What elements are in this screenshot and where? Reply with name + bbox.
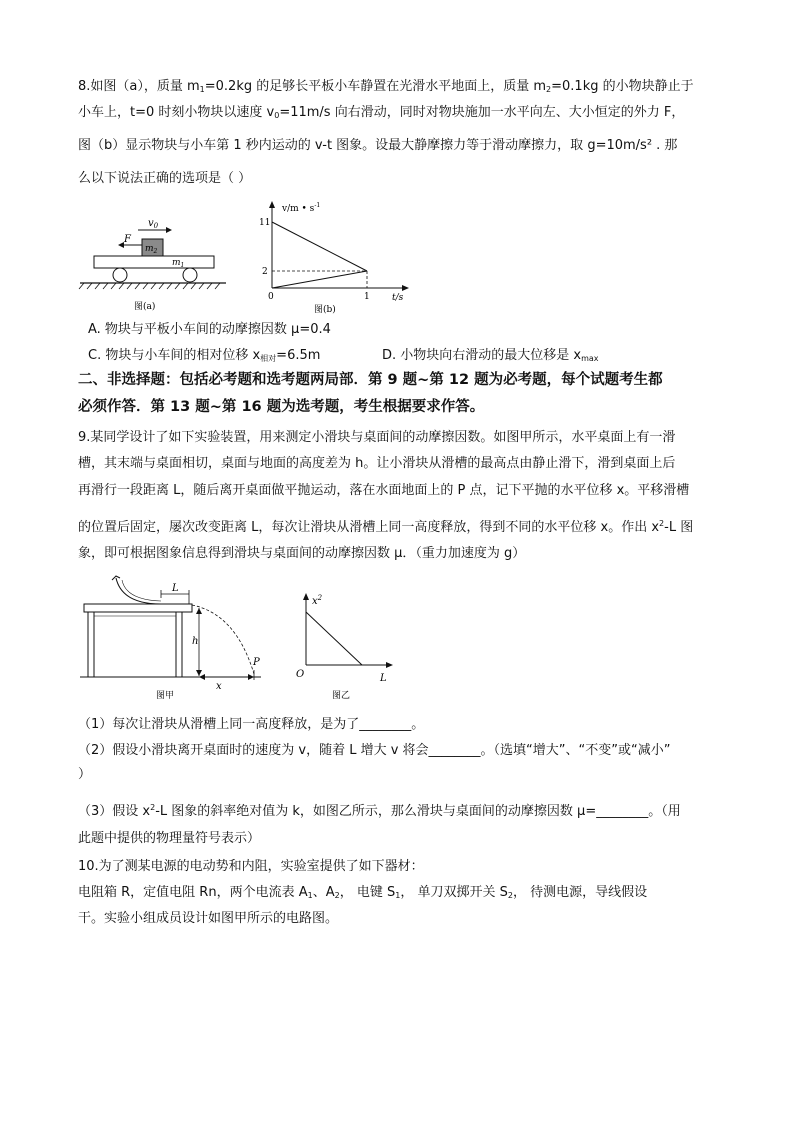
cart-velocity-line bbox=[272, 271, 367, 288]
figure-jia-caption: 图甲 bbox=[156, 691, 175, 701]
block-velocity-line bbox=[272, 222, 367, 271]
q8-line-1: 8.如图（a），质量 $m_1=0.2kg$ 的足够长平板小车静置在光滑水平地面上，质量 $m_2=0.1kg$ 的小物块静止于 bbox=[78, 79, 694, 94]
m2-label: $m_2$ bbox=[145, 244, 158, 255]
q9-sub-3: （3）假设 $x^2-L$ 图象的斜率绝对值为 k，如图乙所示，那么滑块与桌面间的动摩擦因数 μ=________。（用 bbox=[78, 803, 681, 819]
q9-line-1: 9.某同学设计了如下实验装置，用来测定小滑块与桌面间的动摩擦因数。如图甲所示，水平桌面上有一滑 bbox=[78, 430, 676, 445]
m1-label: $m_1$ bbox=[172, 258, 185, 269]
section-2-heading-line-1: 二、非选择题：包括必考题和选考题两局部．第 9 题~第 12 题为必考题，每个试题考生都 bbox=[78, 372, 663, 388]
tick-2: 2 bbox=[262, 267, 268, 277]
P-label: P bbox=[253, 657, 260, 668]
q8-option-a: A. 物块与平板小车间的动摩擦因数 μ=0.4 bbox=[88, 322, 331, 337]
vt-xlabel: t/s bbox=[392, 293, 404, 303]
table-top bbox=[84, 604, 192, 612]
yi-ylabel: $x^2$ bbox=[312, 594, 323, 607]
tick-11: 11 bbox=[259, 218, 271, 228]
q8-line-3: 图（b）显示物块与小车第 1 秒内运动的 v-t 图象。设最大静摩擦力等于滑动摩擦力，取 g=10m/s² . 那 bbox=[78, 138, 678, 153]
figure-a-cart bbox=[76, 212, 228, 316]
q9-sub-3-end: 此题中提供的物理量符号表示） bbox=[78, 831, 261, 846]
yi-xlabel: L bbox=[380, 673, 387, 684]
q10-line-3: 干。实验小组成员设计如图甲所示的电路图。 bbox=[78, 911, 339, 926]
q9-sub-1: （1）每次让滑块从滑槽上同一高度释放，是为了________。 bbox=[78, 717, 425, 732]
F-label: F bbox=[124, 234, 131, 245]
q9-line-3: 再滑行一段距离 L，随后离开桌面做平抛运动，落在水面地面上的 P 点，记下平抛的水平位移 x。平移滑槽 bbox=[78, 483, 690, 498]
projectile-trajectory bbox=[192, 605, 254, 674]
q8-line-4: 么以下说法正确的选项是（ ） bbox=[78, 171, 252, 186]
x-label: x bbox=[216, 681, 222, 692]
figure-a-caption: 图(a) bbox=[134, 302, 156, 312]
tick-0: 0 bbox=[268, 292, 274, 302]
h-label: h bbox=[192, 636, 199, 647]
figure-yi-caption: 图乙 bbox=[332, 691, 351, 701]
section-2-heading-line-2: 必须作答．第 13 题~第 16 题为选考题，考生根据要求作答。 bbox=[78, 399, 485, 415]
figure-b-caption: 图(b) bbox=[314, 305, 336, 315]
q9-line-4: 的位置后固定，屡次改变距离 L，每次让滑块从滑槽上同一高度释放，得到不同的水平位移 x。作出 $x^2-L$ 图 bbox=[78, 519, 694, 535]
figure-yi-graph bbox=[292, 590, 396, 702]
q8-line-2: 小车上，t=0 时刻小物块以速度 $v_0=11m/s$ 向右滑动，同时对物块施加一水平向左、大小恒定的外力 F， bbox=[78, 105, 685, 120]
yi-line bbox=[306, 612, 362, 665]
q8-option-d: D. 小物块向右滑动的最大位移是 $x_{max}$ bbox=[382, 348, 599, 363]
vt-ylabel: v/m • $s^{-1}$ bbox=[282, 202, 321, 214]
q10-line-2: 电阻箱 R，定值电阻 Rn，两个电流表 $A_1$、$A_2$， 电键 $S_1$， 单刀双掷开关 $S_2$， 待测电源，导线假设 bbox=[78, 885, 648, 900]
q9-line-5: 象，即可根据图象信息得到滑块与桌面间的动摩擦因数 μ．（重力加速度为 g） bbox=[78, 546, 526, 561]
figure-b-vt-graph bbox=[254, 198, 412, 316]
q9-sub-2: （2）假设小滑块离开桌面时的速度为 v，随着 L 增大 v 将会________。（选填“增大”、“不变”或“减小” bbox=[78, 743, 671, 758]
wheel-left bbox=[113, 268, 127, 282]
L-label: L bbox=[172, 583, 179, 594]
q10-line-1: 10.为了测某电源的电动势和内阻，实验室提供了如下器材： bbox=[78, 859, 424, 874]
yi-origin: O bbox=[296, 669, 305, 680]
q9-line-2: 槽，其末端与桌面相切，桌面与地面的高度差为 h。让小滑块从滑槽的最高点由静止滑下，滑到桌面上后 bbox=[78, 456, 676, 471]
wheel-right bbox=[183, 268, 197, 282]
q8-option-c: C. 物块与小车间的相对位移 $x_{相对}=6.5m$ bbox=[88, 348, 321, 363]
cart-m1 bbox=[94, 256, 214, 268]
tick-1: 1 bbox=[364, 292, 370, 302]
q9-sub-2-end: ） bbox=[78, 767, 92, 782]
v0-label: $v_0$ bbox=[148, 218, 159, 230]
figure-jia-apparatus bbox=[76, 574, 272, 702]
